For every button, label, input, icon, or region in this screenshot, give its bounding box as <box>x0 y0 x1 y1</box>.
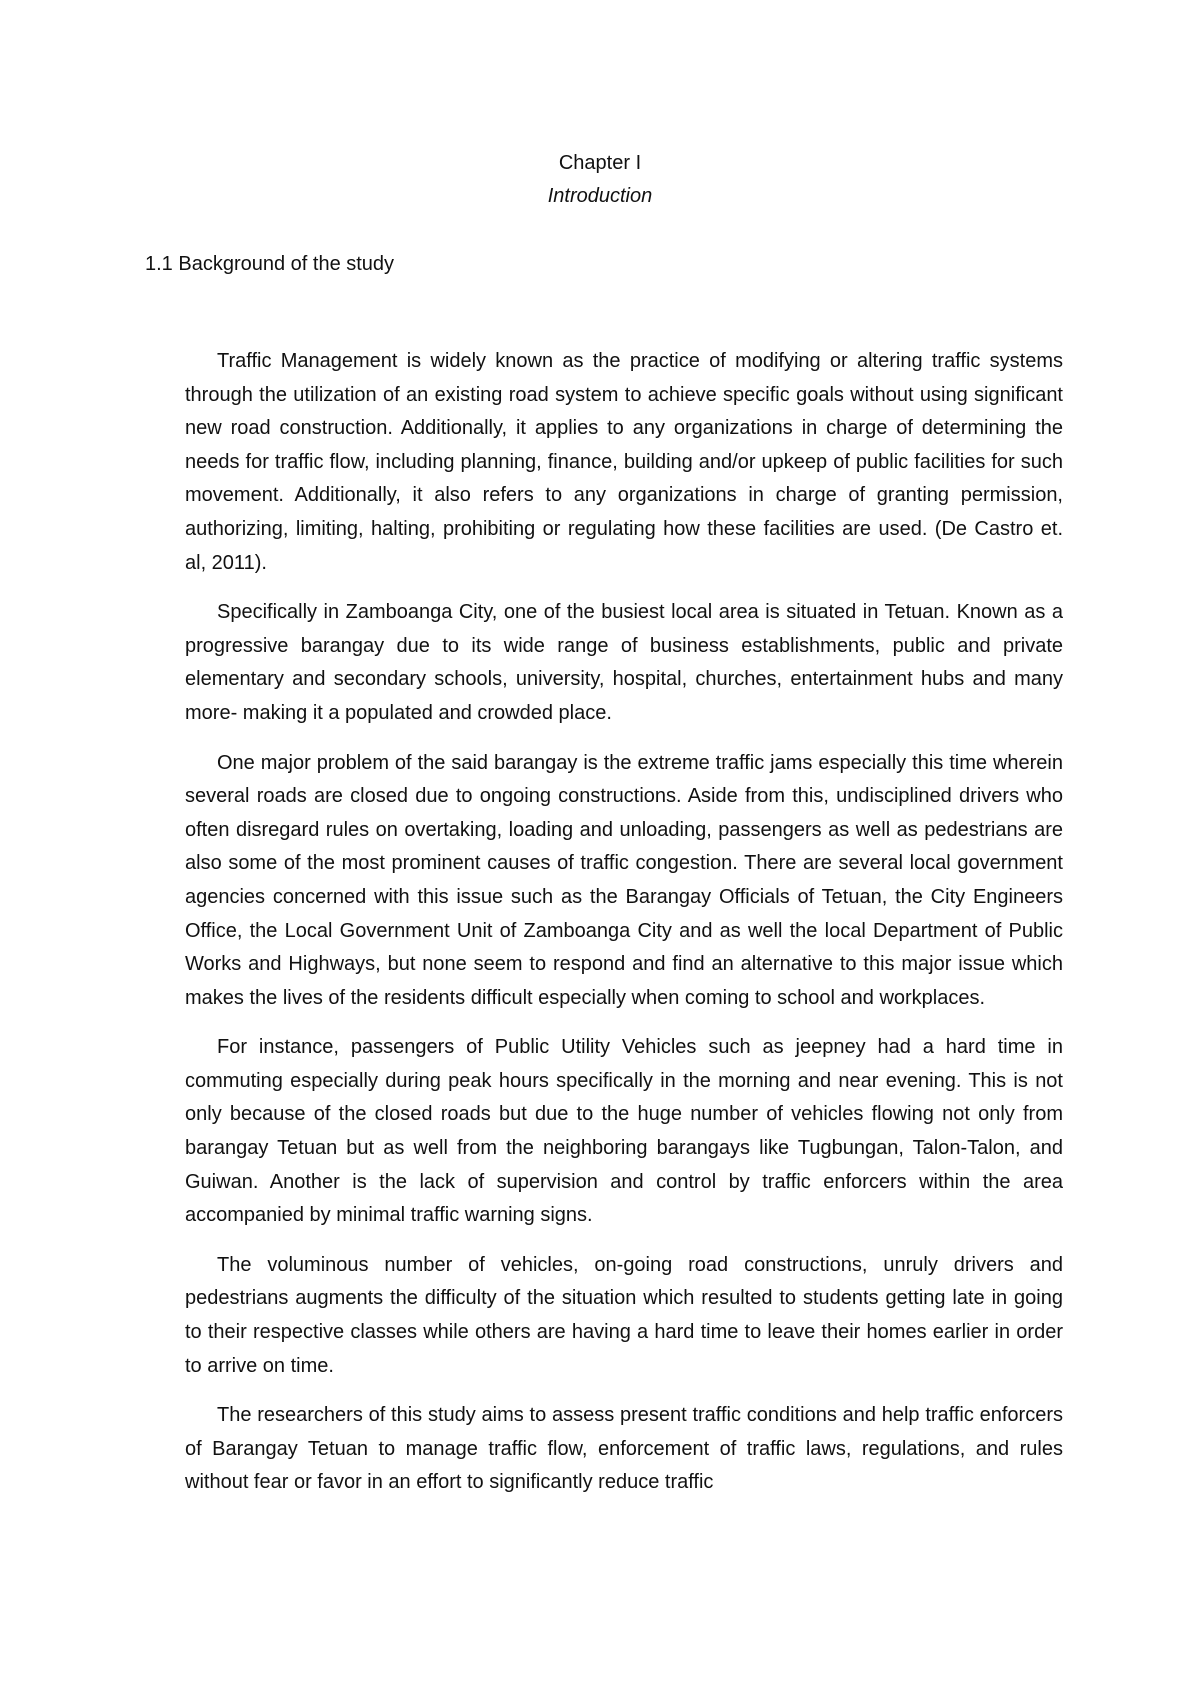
body-text <box>185 345 1063 1516</box>
paragraph: The researchers of this study aims to assess present traffic conditions and help traffic enforcers of Barangay Tetuan to manage traffic flow, enforcement of traffic laws, regulations, and rules without fear or favor in an effort to significantly reduce traffic <box>185 1404 1063 1494</box>
section-heading: 1.1 Background of the study <box>145 253 395 275</box>
paragraph: Specifically in Zamboanga City, one of the busiest local area is situated in Tetuan. Known as a progressive barangay due to its wide range of business establishments, public and private elementary and secondary schools, university, hospital, churches, entertainment hubs and many more- making it a populated and crowded place. <box>185 601 1063 724</box>
paragraph: For instance, passengers of Public Utility Vehicles such as jeepney had a hard time in commuting especially during peak hours specifically in the morning and near evening. This is not only because of the closed roads but due to the huge number of vehicles flowing not only from barangay Tetuan but as well from the neighboring barangays like Tugbungan, Talon-Talon, and Guiwan. Another is the lack of supervision and control by traffic enforcers within the area accompanied by minimal traffic warning signs. <box>185 1036 1063 1227</box>
paragraph: Traffic Management is widely known as the practice of modifying or altering traffic systems through the utilization of an existing road system to achieve specific goals without using significant new road construction. Additionally, it applies to any organizations in charge of determining the needs for traffic flow, including planning, finance, building and/or upkeep of public facilities for such movement. Additionally, it also refers to any organizations in charge of granting permission, authorizing, limiting, halting, prohibiting or regulating how these facilities are used. (De Castro et. al, 2011). <box>185 350 1063 574</box>
chapter-subtitle: Introduction <box>547 185 653 207</box>
paragraph: The voluminous number of vehicles, on-going road constructions, unruly drivers and pedestrians augments the difficulty of the situation which resulted to students getting late in going to their respective classes while others are having a hard time to leave their homes earlier in order to arrive on time. <box>185 1253 1063 1377</box>
paragraph: One major problem of the said barangay is the extreme traffic jams especially this time wherein several roads are closed due to ongoing constructions. Aside from this, undisciplined drivers who often disregard rules on overtaking, loading and unloading, passengers as well as pedestrians are also some of the most prominent causes of traffic congestion. There are several local government agencies concerned with this issue such as the Barangay Officials of Tetuan, the City Engineers Office, the Local Government Unit of Zamboanga City and as well the local Department of Public Works and Highways, but none seem to respond and find an alternative to this major issue which makes the lives of the residents difficult especially when coming to school and workplaces. <box>185 751 1063 1009</box>
chapter-title: Chapter I <box>558 152 642 174</box>
